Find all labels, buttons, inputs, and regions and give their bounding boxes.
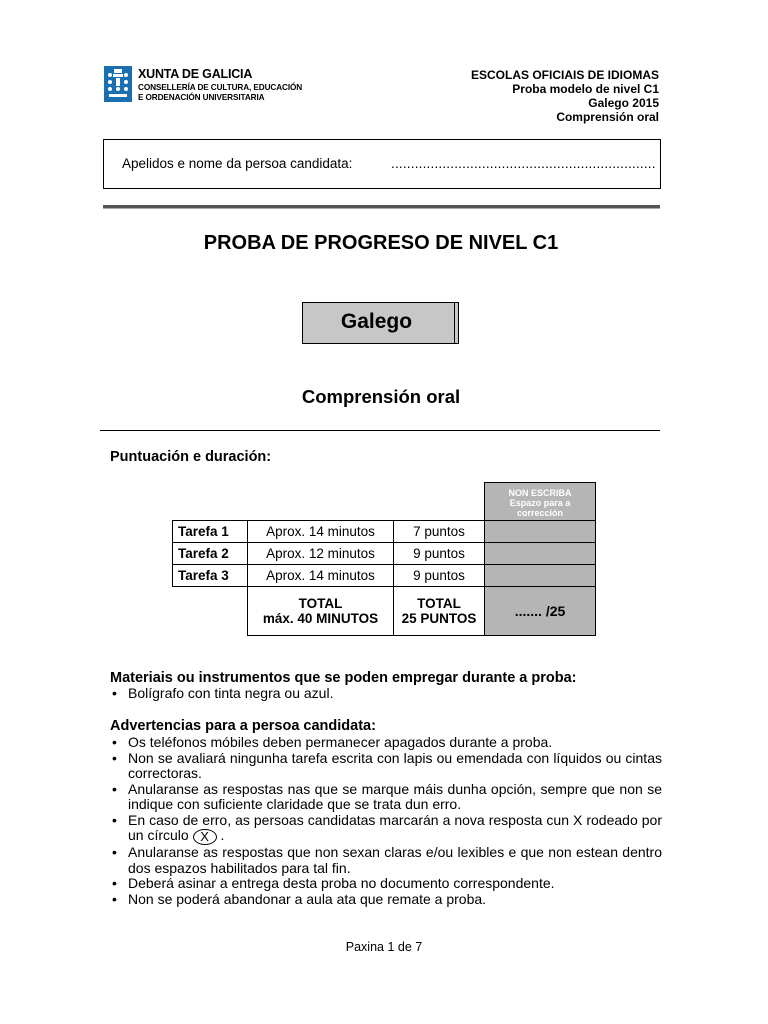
total-duration-cell [247, 586, 394, 636]
correction-cell [484, 564, 596, 587]
correction-cell [484, 520, 596, 543]
non-escriba-line-1: NON ESCRIBA [508, 488, 572, 498]
duration-cell: Aprox. 12 minutos [247, 542, 394, 565]
list-item: • Deberá asinar a entrega desta proba no documento correspondente. [110, 876, 662, 892]
org-subtitle-line-1: CONSELLERÍA DE CULTURA, EDUCACIÓN [138, 83, 303, 92]
divider-double [103, 205, 660, 208]
total-duration-line-1: TOTAL [298, 596, 343, 611]
header-exam-model: Proba modelo de nivel C1 [512, 82, 659, 96]
list-item [110, 813, 662, 846]
list-item-end: . [220, 827, 225, 843]
duration-cell: Aprox. 14 minutos [247, 564, 394, 587]
materials-heading: Materiais ou instrumentos que se poden empregar durante a proba: [110, 670, 577, 686]
total-points-cell [393, 586, 485, 636]
warnings-heading: Advertencias para a persoa candidata: [110, 718, 376, 734]
circled-x-mark: X [193, 829, 217, 845]
candidate-name-box[interactable] [103, 139, 661, 189]
duration-cell: Aprox. 14 minutos [247, 520, 394, 543]
materials-list [110, 686, 662, 702]
header-info [471, 68, 659, 124]
list-item: • Os teléfonos móbiles deben permanecer apagados durante a proba. [110, 735, 662, 751]
task-cell: Tarefa 3 [172, 564, 248, 587]
non-escriba-line-3: corrección [516, 508, 564, 518]
task-cell: Tarefa 1 [172, 520, 248, 543]
total-points-line-1: TOTAL [417, 596, 461, 611]
non-escriba-header [484, 482, 596, 521]
language-box-edge [454, 303, 455, 343]
candidate-name-label: Apelidos e nome da persoa candidata: [122, 156, 353, 171]
points-cell: 9 puntos [393, 542, 485, 565]
list-item: • Anularanse as respostas que non sexan claras e/ou lexibles e que non estean dentro dos espazos habilitados para tal fin. [110, 845, 662, 876]
page-title: PROBA DE PROGRESO DE NIVEL C1 [203, 232, 559, 254]
org-name: XUNTA DE GALICIA [138, 67, 253, 81]
score-field: ....... /25 [484, 586, 596, 636]
language-box [302, 302, 459, 344]
language-label: Galego [340, 310, 413, 333]
list-item: • Non se avaliará ningunha tarefa escrita con lapis ou emendada con líquidos ou cintas correctoras. [110, 751, 662, 782]
total-duration-line-2: máx. 40 MINUTOS [262, 611, 379, 626]
org-subtitle [138, 83, 302, 102]
candidate-name-field[interactable]: ................................................................... [391, 156, 656, 171]
divider [100, 430, 660, 431]
non-escriba-line-2: Espazo para a [509, 498, 571, 508]
list-item: • Non se poderá abandonar a aula ata que remate a proba. [110, 892, 662, 908]
scoring-heading: Puntuación e duración: [110, 449, 272, 465]
coat-of-arms-icon [104, 66, 132, 102]
header-language-year: Galego 2015 [588, 96, 659, 110]
points-cell: 9 puntos [393, 564, 485, 587]
warnings-list [110, 735, 662, 907]
correction-cell [484, 542, 596, 565]
list-item: • Anularanse as respostas nas que se marque máis dunha opción, sempre que non se indique con suficiente claridade que se trata dun erro. [110, 782, 662, 813]
list-item: • Bolígrafo con tinta negra ou azul. [110, 686, 662, 702]
points-cell: 7 puntos [393, 520, 485, 543]
header-school: ESCOLAS OFICIAIS DE IDIOMAS [470, 68, 659, 82]
list-item-text: En caso de erro, as persoas candidatas marcarán a nova resposta cun X rodeado por un círculo [128, 811, 662, 843]
header-skill: Comprensión oral [556, 110, 659, 124]
skill-title: Comprensión oral [301, 386, 461, 407]
total-points-line-2: 25 PUNTOS [401, 611, 477, 626]
page-number: Paxina 1 de 7 [345, 940, 423, 954]
task-cell: Tarefa 2 [172, 542, 248, 565]
org-subtitle-line-2: E ORDENACIÓN UNIVERSITARIA [138, 92, 265, 102]
